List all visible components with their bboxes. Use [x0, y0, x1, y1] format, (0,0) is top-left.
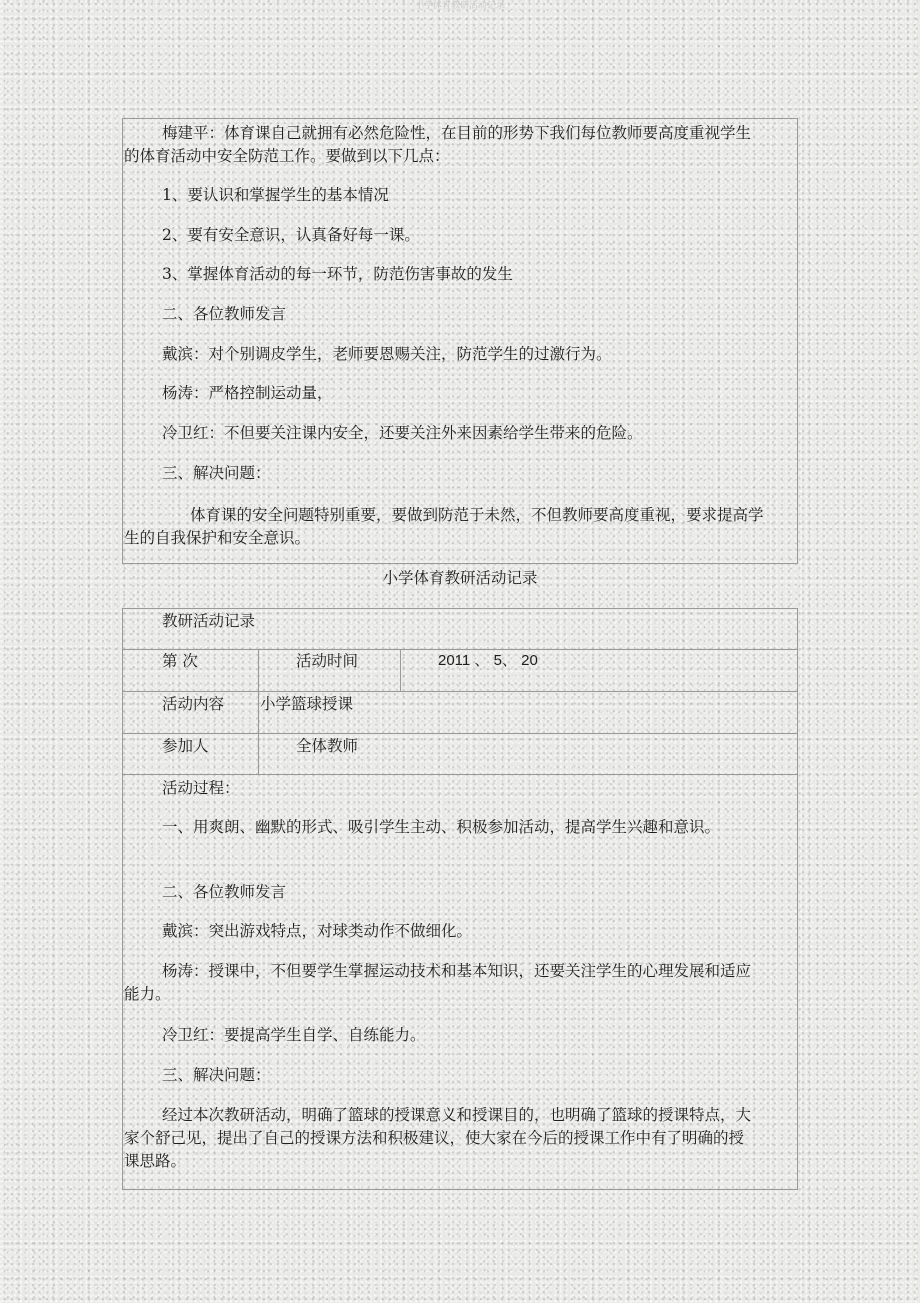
point-3: 3、掌握体育活动的每一环节，防范伤害事故的发生: [162, 265, 513, 283]
comment-dai-bin: 戴滨：对个别调皮学生，老师要恩赐关注，防范学生的过激行为。: [162, 345, 612, 363]
process-item-1: 一、用爽朗、幽默的形式、吸引学生主动、积极参加活动，提高学生兴趣和意识。: [162, 818, 721, 836]
comment-yang-tao: 杨涛：授课中，不但要学生掌握运动技术和基本知识，还要关注学生的心理发展和适应能力。: [124, 962, 752, 1003]
time-value: 2011 、 5、 20: [438, 652, 538, 669]
column-divider: [400, 649, 401, 691]
section-3-title: 三、解决问题：: [162, 464, 271, 482]
time-label: 活动时间: [296, 652, 359, 670]
row-divider: [122, 691, 798, 692]
participants-value: 全体教师: [296, 737, 359, 755]
column-divider: [258, 649, 259, 774]
document-title: 小学体育教研活动记录: [382, 569, 538, 587]
content-label: 活动内容: [162, 695, 225, 713]
row-divider: [122, 774, 798, 775]
table-title: 教研活动记录: [162, 612, 256, 630]
page-header: 小学体育教研活动记录: [414, 1, 505, 11]
conclusion-text: 经过本次教研活动，明确了篮球的授课意义和授课目的，也明确了篮球的授课特点，大家个舒己见，提出了自己的授课方法和积极建议，使大家在今后的授课工作中有了明确的授课思路。: [124, 1106, 752, 1170]
comment-yang-tao: 杨涛：严格控制运动量，: [162, 384, 333, 402]
comment-leng-weihong: 冷卫红：不但要关注课内安全，还要关注外来因素给学生带来的危险。: [162, 424, 643, 442]
row-divider: [122, 733, 798, 734]
section-3-title: 三、解决问题：: [162, 1066, 271, 1084]
speaker-intro: 梅建平：体育课自己就拥有必然危险性，在目前的形势下我们每位教师要高度重视学生的体育活动中安全防范工作。要做到以下几点：: [124, 124, 752, 165]
section-2-title: 二、各位教师发言: [162, 883, 287, 901]
comment-leng-weihong: 冷卫红：要提高学生自学、自练能力。: [162, 1026, 426, 1044]
point-2: 2、要有安全意识，认真备好每一课。: [162, 226, 420, 244]
point-1: 1、要认识和掌握学生的基本情况: [162, 186, 389, 204]
section-2-title: 二、各位教师发言: [162, 305, 287, 323]
solution-text: 体育课的安全问题特别重要，要做到防范于未然，不但教师要高度重视，要求提高学生的自我保护和安全意识。: [124, 506, 764, 547]
comment-dai-bin: 戴滨：突出游戏特点，对球类动作不做细化。: [162, 922, 473, 940]
content-value: 小学篮球授课: [260, 695, 354, 713]
session-label: 第 次: [162, 652, 198, 670]
process-label: 活动过程：: [162, 779, 240, 797]
participants-label: 参加人: [162, 737, 209, 755]
